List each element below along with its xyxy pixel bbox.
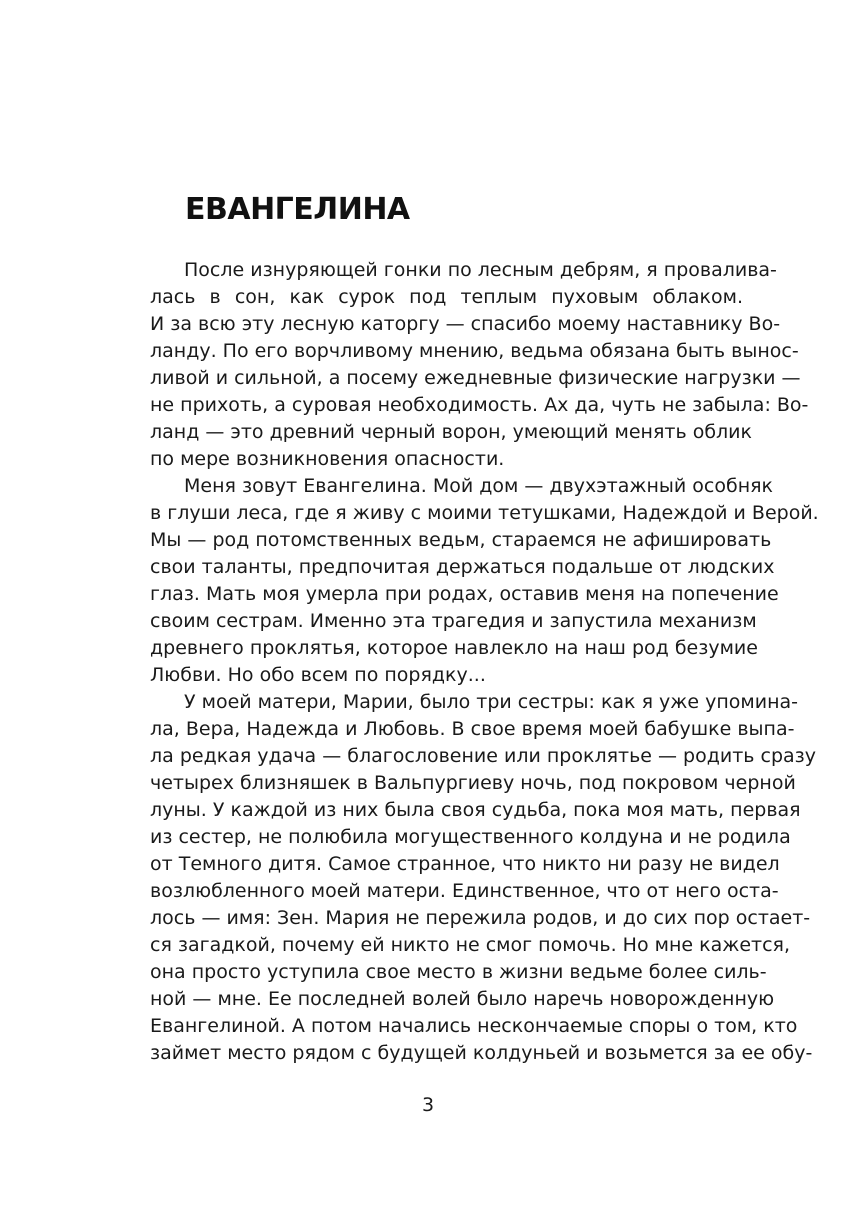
text-line: в глуши леса, где я живу с моими тетушками, Надеждой и Верой. [150,502,819,524]
text-line: своим сестрам. Именно эта трагедия и запустила механизм [150,610,757,632]
text-line: Любви. Но обо всем по порядку... [150,664,486,686]
text-line: от Темного дитя. Самое странное, что никто ни разу не видел [150,853,780,875]
text-line: Евангелиной. А потом начались нескончаемые споры о том, кто [150,1015,798,1037]
text-line: древнего проклятья, которое навлекло на наш род безумие [150,637,758,659]
text-line: по мере возникновения опасности. [150,448,505,470]
text-line: ной — мне. Ее последней волей было наречь новорожденную [150,988,775,1010]
paragraph-2 [150,473,819,689]
text-line: После изнуряющей гонки по лесным дебрям, я проваливa- [184,259,777,281]
paragraph-1 [150,257,809,473]
text-line: луны. У каждой из них была своя судьба, пока моя мать, первая [150,799,801,821]
chapter-title: ЕВАНГЕЛИНА [185,192,410,227]
text-line: ся загадкой, почему ей никто не смог помочь. Но мне кажется, [150,934,791,956]
paragraph-3 [150,689,817,1067]
text-line: ланд — это древний черный ворон, умеющий менять облик [150,421,753,443]
text-line: свои таланты, предпочитая держаться подальше от людских [150,556,775,578]
text-line: Меня зовут Евангелина. Мой дом — двухэтажный особняк [184,475,774,497]
text-line: возлюбленного моей матери. Единственное, что от него оста- [150,880,779,902]
text-line: лась в сон, как сурок под теплым пуховым облаком. [150,286,743,308]
text-line: из сестер, не полюбила могущественного колдуна и не родила [150,826,791,848]
text-line: У моей матери, Марии, было три сестры: как я уже упомина- [184,691,799,713]
text-line: не прихоть, а суровая необходимость. Ах да, чуть не забыла: Во- [150,394,809,416]
text-line: ланду. По его ворчливому мнению, ведьма обязана быть вынос- [150,340,799,362]
page-number: 3 [421,1094,435,1116]
text-line: ла редкая удача — благословение или проклятье — родить сразу [150,745,817,767]
text-line: она просто уступила свое место в жизни ведьме более силь- [150,961,767,983]
text-line: ла, Вера, Надежда и Любовь. В свое время моей бабушке выпа- [150,718,795,740]
text-line: лось — имя: Зен. Мария не пережила родов, и до сих пор остает- [150,907,811,929]
text-line: глаз. Мать моя умерла при родах, оставив меня на попечение [150,583,779,605]
text-line: И за всю эту лесную каторгу — спасибо моему наставнику Во- [150,313,781,335]
text-line: ливой и сильной, а посему ежедневные физические нагрузки — [150,367,801,389]
text-line: Мы — род потомственных ведьм, стараемся не афишировать [150,529,772,551]
body-text [150,257,819,1067]
text-line: займет место рядом с будущей колдуньей и возьмется за ее обу- [150,1042,813,1064]
text-line: четырех близняшек в Вальпургиеву ночь, под покровом черной [150,772,796,794]
